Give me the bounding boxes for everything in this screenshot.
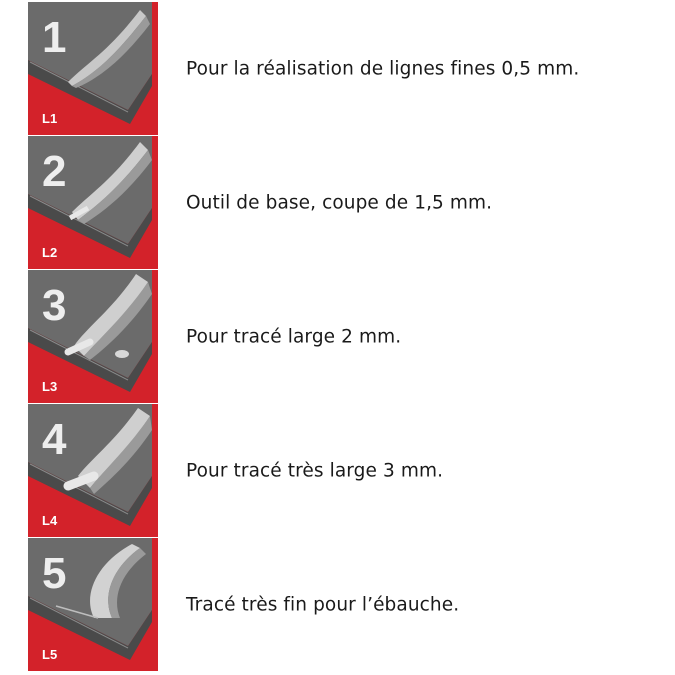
cutter-row-l1 <box>0 2 675 135</box>
cutter-description: Pour la réalisation de lignes fines 0,5 mm. <box>186 58 580 79</box>
cutter-code: L5 <box>42 647 58 662</box>
cutter-code: L1 <box>42 111 58 126</box>
cutter-row-l2 <box>0 136 675 269</box>
lino-cutter-wide-u-gouge-icon <box>28 404 158 537</box>
lino-cutter-v-gouge-icon <box>28 2 158 135</box>
cutter-description: Tracé très fin pour l’ébauche. <box>186 594 460 615</box>
cutter-row-l5 <box>0 538 675 671</box>
cutter-tile-l4 <box>28 404 158 537</box>
cutter-row-l3 <box>0 270 675 403</box>
cutter-number: 3 <box>42 281 67 330</box>
cutter-tile-l5 <box>28 538 158 671</box>
cutter-number: 1 <box>42 13 67 62</box>
cutter-row-l4 <box>0 404 675 537</box>
cutter-tile-l1 <box>28 2 158 135</box>
cutter-description: Outil de base, coupe de 1,5 mm. <box>186 192 493 213</box>
lino-cutter-u-gouge-icon <box>28 270 158 403</box>
cutter-tile-l3 <box>28 270 158 403</box>
cutter-number: 4 <box>42 415 67 464</box>
cutter-code: L3 <box>42 379 58 394</box>
cutter-number: 2 <box>42 147 67 196</box>
cutter-number: 5 <box>42 549 67 598</box>
cutter-description: Pour tracé large 2 mm. <box>186 326 402 347</box>
cutter-tile-l2 <box>28 136 158 269</box>
cutter-description: Pour tracé très large 3 mm. <box>186 460 444 481</box>
lino-cutter-knife-icon <box>28 538 158 671</box>
cutter-code: L4 <box>42 513 58 528</box>
lino-cutter-v-gouge-icon <box>28 136 158 269</box>
cutter-code: L2 <box>42 245 58 260</box>
